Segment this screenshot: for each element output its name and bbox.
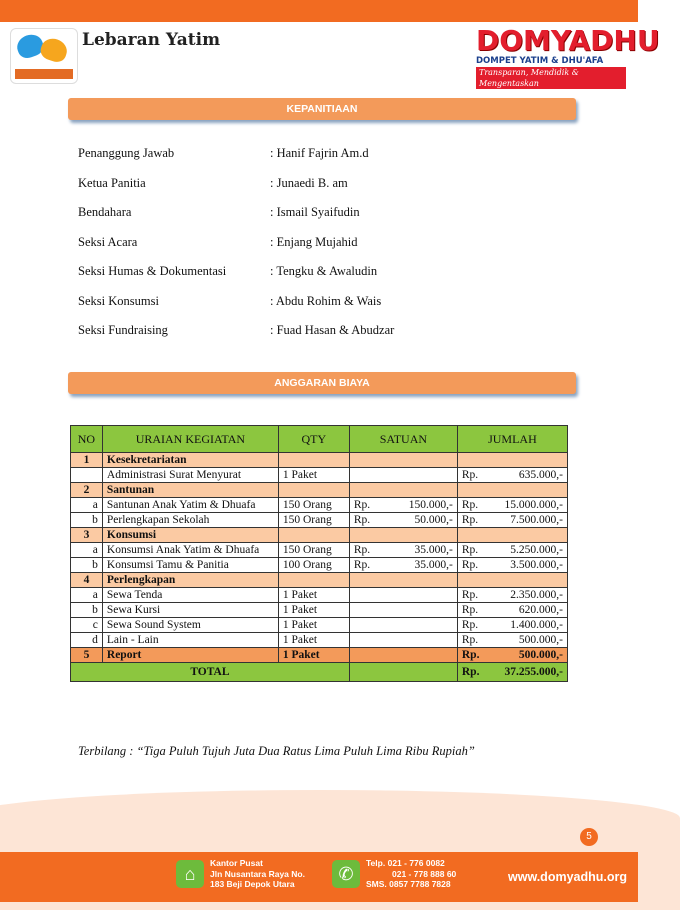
satuan-currency: Rp. <box>353 499 371 511</box>
lebaran-yatim-logo <box>10 28 78 84</box>
satuan-value: 150.000,- <box>408 499 453 511</box>
jumlah-value: 7.500.000,- <box>510 514 563 526</box>
row-desc: Perlengkapan <box>102 573 278 588</box>
jumlah-currency: Rp. <box>461 619 479 631</box>
col-qty: QTY <box>278 426 349 453</box>
row-satuan <box>349 648 457 663</box>
budget-item-row <box>71 603 568 618</box>
office-info <box>210 858 305 890</box>
committee-name: : Ismail Syaifudin <box>270 205 360 219</box>
row-desc: Sewa Sound System <box>102 618 278 633</box>
row-qty: 150 Orang <box>278 498 349 513</box>
total-value: 37.255.000,- <box>504 666 563 678</box>
row-no: a <box>71 543 103 558</box>
jumlah-currency: Rp. <box>461 589 479 601</box>
page-footer <box>0 852 638 902</box>
satuan-currency: Rp. <box>353 559 371 571</box>
satuan-value: 50.000,- <box>414 514 453 526</box>
row-no: b <box>71 513 103 528</box>
row-desc: Sewa Tenda <box>102 588 278 603</box>
committee-row <box>78 235 598 265</box>
budget-table-header <box>71 426 568 453</box>
row-no: a <box>71 498 103 513</box>
row-qty: 1 Paket <box>278 618 349 633</box>
budget-item-row <box>71 633 568 648</box>
row-desc: Kesekretariatan <box>102 453 278 468</box>
budget-item-row <box>71 588 568 603</box>
row-qty: 1 Paket <box>278 588 349 603</box>
budget-item-row <box>71 468 568 483</box>
jumlah-currency: Rp. <box>461 559 479 571</box>
row-jumlah <box>457 573 567 588</box>
brand-subtitle: DOMPET YATIM & DHU'AFA <box>476 56 604 66</box>
committee-row <box>78 294 598 324</box>
jumlah-value: 15.000.000,- <box>504 499 563 511</box>
jumlah-value: 500.000,- <box>518 634 563 646</box>
row-jumlah <box>457 618 567 633</box>
row-satuan <box>349 498 457 513</box>
row-satuan <box>349 633 457 648</box>
row-jumlah <box>457 513 567 528</box>
row-jumlah <box>457 528 567 543</box>
satuan-currency: Rp. <box>353 514 371 526</box>
row-satuan <box>349 603 457 618</box>
row-jumlah <box>457 588 567 603</box>
row-no: 1 <box>71 453 103 468</box>
row-qty <box>278 483 349 498</box>
row-desc: Sewa Kursi <box>102 603 278 618</box>
website-link[interactable]: www.domyadhu.org <box>508 870 627 884</box>
row-qty: 1 Paket <box>278 648 349 663</box>
row-qty: 1 Paket <box>278 633 349 648</box>
jumlah-currency: Rp. <box>461 514 479 526</box>
budget-item-row <box>71 498 568 513</box>
row-satuan <box>349 588 457 603</box>
row-qty: 150 Orang <box>278 513 349 528</box>
budget-item-row <box>71 648 568 663</box>
budget-item-row <box>71 513 568 528</box>
budget-category-row <box>71 528 568 543</box>
row-satuan <box>349 468 457 483</box>
committee-role: Seksi Konsumsi <box>78 293 159 308</box>
row-jumlah <box>457 603 567 618</box>
row-no: a <box>71 588 103 603</box>
budget-item-row <box>71 618 568 633</box>
orange-hand-icon <box>38 36 70 65</box>
committee-role: Penanggung Jawab <box>78 146 175 160</box>
satuan-value: 35.000,- <box>414 544 453 556</box>
jumlah-currency: Rp. <box>461 634 479 646</box>
satuan-currency: Rp. <box>353 544 371 556</box>
phone-icon: ✆ <box>332 860 360 888</box>
row-jumlah <box>457 468 567 483</box>
committee-role: Seksi Acara <box>78 234 138 249</box>
office-address-line1: Jln Nusantara Raya No. <box>210 868 305 879</box>
jumlah-value: 1.400.000,- <box>510 619 563 631</box>
budget-item-row <box>71 543 568 558</box>
budget-total-row <box>71 663 568 682</box>
row-no: c <box>71 618 103 633</box>
committee-name: : Hanif Fajrin Am.d <box>270 146 369 160</box>
committee-section-title: KEPANITIAAN <box>68 98 576 120</box>
committee-role: Ketua Panitia <box>78 175 146 190</box>
total-empty <box>349 663 457 682</box>
row-no: 3 <box>71 528 103 543</box>
committee-role: Bendahara <box>78 205 132 219</box>
committee-name: : Fuad Hasan & Abudzar <box>270 323 395 337</box>
row-desc: Santunan <box>102 483 278 498</box>
jumlah-currency: Rp. <box>461 649 480 661</box>
committee-role: Seksi Humas & Dokumentasi <box>78 264 227 278</box>
row-satuan <box>349 483 457 498</box>
row-desc: Perlengkapan Sekolah <box>102 513 278 528</box>
row-jumlah <box>457 453 567 468</box>
page-header <box>0 22 660 94</box>
row-desc: Lain - Lain <box>102 633 278 648</box>
row-jumlah <box>457 498 567 513</box>
row-jumlah <box>457 558 567 573</box>
row-no: 5 <box>71 648 103 663</box>
row-qty <box>278 453 349 468</box>
row-jumlah <box>457 543 567 558</box>
row-qty <box>278 573 349 588</box>
row-jumlah <box>457 483 567 498</box>
domyadhu-logo <box>476 24 660 88</box>
row-no: 2 <box>71 483 103 498</box>
row-jumlah <box>457 648 567 663</box>
committee-name: : Junaedi B. am <box>270 175 348 190</box>
total-label: TOTAL <box>71 663 350 682</box>
budget-category-row <box>71 573 568 588</box>
row-satuan <box>349 618 457 633</box>
header-left-title: Lebaran Yatim <box>82 30 221 50</box>
committee-row <box>78 176 598 206</box>
budget-section-title: ANGGARAN BIAYA <box>68 372 576 394</box>
jumlah-currency: Rp. <box>461 499 479 511</box>
row-satuan <box>349 513 457 528</box>
committee-list <box>78 146 598 353</box>
top-accent-bar <box>0 0 638 22</box>
office-title: Kantor Pusat <box>210 858 263 868</box>
jumlah-currency: Rp. <box>461 469 479 481</box>
row-no: 4 <box>71 573 103 588</box>
budget-item-row <box>71 558 568 573</box>
telp-number-2: 021 - 778 888 60 <box>392 868 457 879</box>
row-satuan <box>349 453 457 468</box>
row-qty: 100 Orang <box>278 558 349 573</box>
telp-label: Telp. <box>366 858 386 868</box>
row-desc: Konsumsi Anak Yatim & Dhuafa <box>102 543 278 558</box>
row-satuan <box>349 573 457 588</box>
committee-row <box>78 264 598 294</box>
committee-role: Seksi Fundraising <box>78 323 168 337</box>
row-satuan <box>349 528 457 543</box>
jumlah-value: 635.000,- <box>518 469 563 481</box>
row-jumlah <box>457 633 567 648</box>
telp-number-1: 021 - 776 0082 <box>387 858 445 868</box>
col-uraian: URAIAN KEGIATAN <box>102 426 278 453</box>
office-address-line2: 183 Beji Depok Utara <box>210 879 295 889</box>
committee-row <box>78 323 598 353</box>
row-qty: 1 Paket <box>278 468 349 483</box>
brand-tagline: Transparan, Mendidik & Mengentaskan <box>476 67 626 89</box>
home-icon: ⌂ <box>176 860 204 888</box>
page-number: 5 <box>580 828 598 846</box>
row-desc: Konsumsi Tamu & Panitia <box>102 558 278 573</box>
jumlah-value: 500.000,- <box>518 649 563 661</box>
sms-number: 0857 7788 7828 <box>389 879 451 889</box>
col-jumlah: JUMLAH <box>457 426 567 453</box>
logo-strip <box>15 69 73 79</box>
budget-table-body <box>71 453 568 663</box>
budget-category-row <box>71 483 568 498</box>
jumlah-value: 5.250.000,- <box>510 544 563 556</box>
row-qty: 150 Orang <box>278 543 349 558</box>
satuan-value: 35.000,- <box>414 559 453 571</box>
row-desc: Konsumsi <box>102 528 278 543</box>
jumlah-value: 620.000,- <box>518 604 563 616</box>
brand-name: DOMYADHU <box>476 24 660 57</box>
sms-label: SMS. <box>366 879 387 889</box>
total-amount <box>457 663 567 682</box>
total-currency: Rp. <box>461 666 480 678</box>
row-no: d <box>71 633 103 648</box>
committee-row <box>78 205 598 235</box>
jumlah-currency: Rp. <box>461 604 479 616</box>
row-no: b <box>71 558 103 573</box>
col-no: NO <box>71 426 103 453</box>
row-qty: 1 Paket <box>278 603 349 618</box>
row-no: b <box>71 603 103 618</box>
row-desc: Santunan Anak Yatim & Dhuafa <box>102 498 278 513</box>
committee-name: : Tengku & Awaludin <box>270 264 378 278</box>
jumlah-value: 3.500.000,- <box>510 559 563 571</box>
contact-info <box>366 858 456 890</box>
row-satuan <box>349 558 457 573</box>
amount-in-words: Terbilang : “Tiga Puluh Tujuh Juta Dua Ratus Lima Puluh Lima Ribu Rupiah” <box>78 744 475 758</box>
jumlah-currency: Rp. <box>461 544 479 556</box>
row-desc: Administrasi Surat Menyurat <box>102 468 278 483</box>
row-no <box>71 468 103 483</box>
budget-table <box>70 425 568 682</box>
committee-name: : Enjang Mujahid <box>270 234 358 249</box>
row-satuan <box>349 543 457 558</box>
col-satuan: SATUAN <box>349 426 457 453</box>
committee-name: : Abdu Rohim & Wais <box>270 293 382 308</box>
row-qty <box>278 528 349 543</box>
jumlah-value: 2.350.000,- <box>510 589 563 601</box>
row-desc: Report <box>102 648 278 663</box>
committee-row <box>78 146 598 176</box>
budget-category-row <box>71 453 568 468</box>
